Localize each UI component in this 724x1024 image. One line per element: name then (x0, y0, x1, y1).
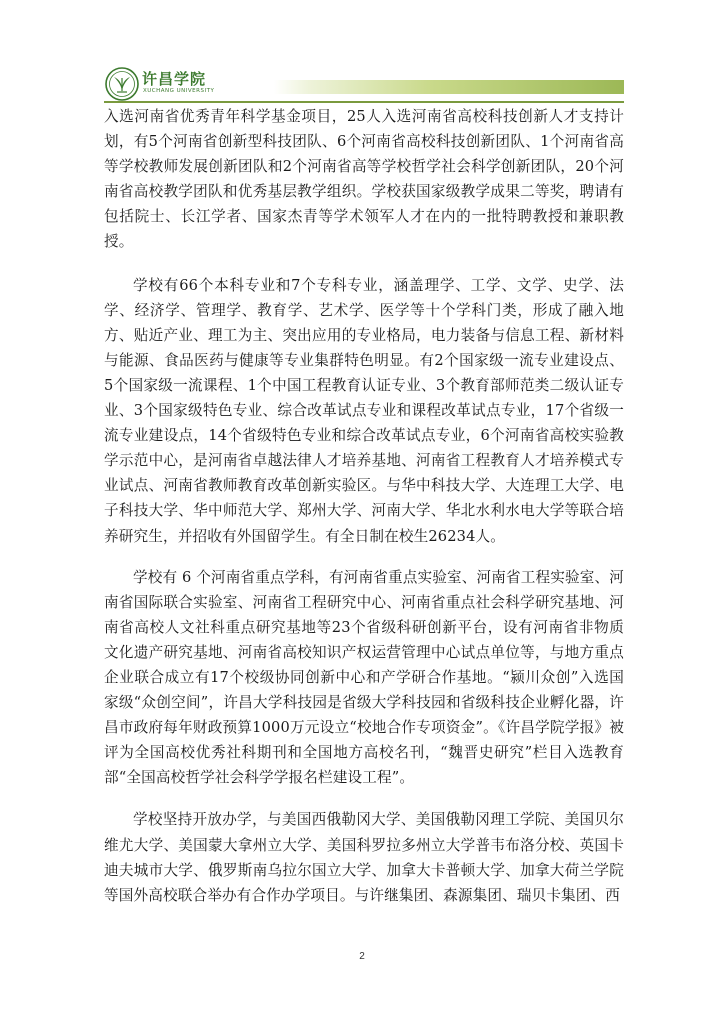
logo-english-name: XUCHANG UNIVERSITY (143, 88, 215, 94)
document-body (104, 104, 624, 908)
xuchang-university-emblem-icon (104, 66, 140, 102)
page-number: 2 (359, 951, 365, 962)
logo-chinese-name: 许昌学院 (142, 70, 207, 88)
page-header (104, 64, 624, 104)
paragraph-cooperation: 学校坚持开放办学，与美国西俄勒冈大学、美国俄勒冈理工学院、美国贝尔维尤大学、美国蒙大拿州立大学、美国科罗拉多州立大学普韦布洛分校、英国卡迪夫城市大学、俄罗斯南乌拉尔国立大学、加拿大卡普顿大学、加拿大荷兰学院等国外高校联合举办有合作办学项目。与许继集团、森源集团、瑞贝卡集团、西 (104, 811, 624, 904)
paragraph-research: 学校有 6 个河南省重点学科，有河南省重点实验室、河南省工程实验室、河南省国际联合实验室、河南省工程研究中心、河南省重点社会科学研究基地、河南省高校人文社科重点研究基地等23个省级科研创新平台，设有河南省非物质文化遗产研究基地、河南省高校知识产权运营管理中心试点单位等，与地方重点企业联合成立有17个校级协同创新中心和产学研合作基地。“颍川众创”入选国家级“众创空间”，许昌大学科技园是省级大学科技园和省级科技企业孵化器，许昌市政府每年财政预算1000万元设立“校地合作专项资金”。《许昌学院学报》被评为全国高校优秀社科期刊和全国地方高校名刊，“魏晋史研究”栏目入选教育部“全国高校哲学社会科学学报名栏建设工程”。 (104, 568, 624, 787)
paragraph-majors: 学校有66个本科专业和7个专科专业，涵盖理学、工学、文学、史学、法学、经济学、管理学、教育学、艺术学、医学等十个学科门类，形成了融入地方、贴近产业、理工为主、突出应用的专业格局，电力装备与信息工程、新材料与能源、食品医药与健康等专业集群特色明显。有2个国家级一流专业建设点、5个国家级一流课程、1个中国工程教育认证专业、3个教育部师范类二级认证专业、3个国家级特色专业、综合改革试点专业和课程改革试点专业，17个省级一流专业建设点，14个省级特色专业和综合改革试点专业，6个河南省高校实验教学示范中心，是河南省卓越法律人才培养基地、河南省工程教育人才培养模式专业试点、河南省教师教育改革创新实验区。与华中科技大学、大连理工大学、电子科技大学、华中师范大学、郑州大学、河南大学、华北水利水电大学等联合培养研究生，并招收有外国留学生。有全日制在校生26234人。 (104, 276, 624, 545)
header-decorative-bar (274, 80, 624, 94)
header-rule (104, 101, 624, 103)
university-logo (104, 64, 264, 104)
paragraph-faculty-teams: 入选河南省优秀青年科学基金项目，25人入选河南省高校科技创新人才支持计划，有5个河南省创新型科技团队、6个河南省高校科技创新团队、1个河南省高等学校教师发展创新团队和2个河南省高等学校哲学社会科学创新团队，20个河南省高校教学团队和优秀基层教学组织。学校获国家级教学成果二等奖，聘请有包括院士、长江学者、国家杰青等学术领军人才在内的一批特聘教授和兼职教授。 (104, 108, 624, 251)
